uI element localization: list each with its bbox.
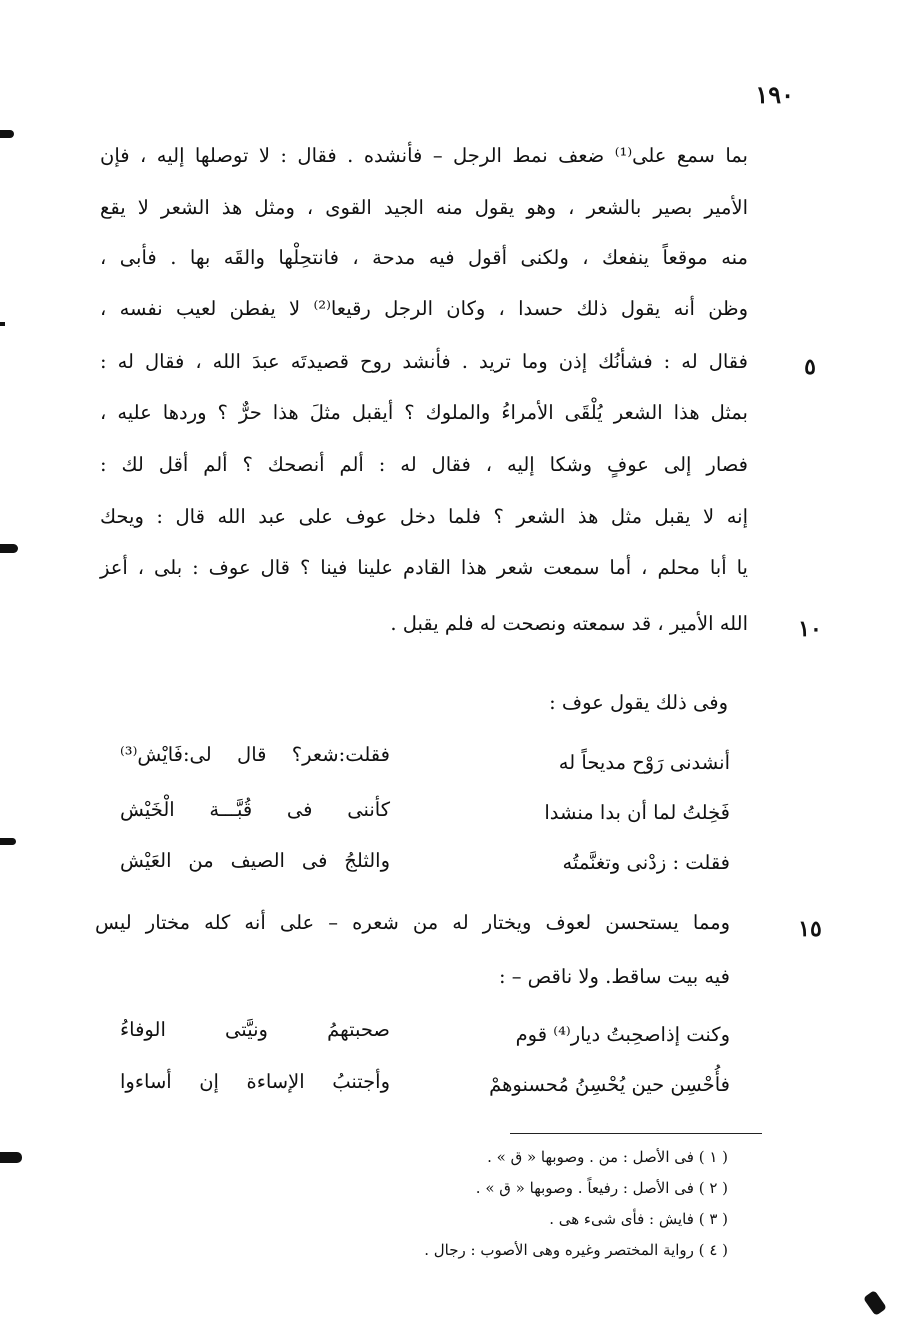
footnote: ( ٣ ) فايش : فأى شىء هى .: [549, 1210, 728, 1228]
body-line: فقال له : فشأنُك إذن وما تريد . فأنشد روح قصيدتَه عبدَ الله ، فقال له :: [100, 350, 748, 373]
body-line: بما سمع على⁽¹⁾ ضعف نمط الرجل – فأنشده . فقال : لا توصلها إليه ، فإن: [100, 144, 748, 167]
body-line: بمثل هذا الشعر يُلْقَى الأمراءُ والملوك ؟ أيقبل مثلَ هذا حرٌّ ؟ وردها عليه ،: [100, 401, 748, 424]
verse-hemistich-right: فأُحْسِن حين يُحْسِنُ مُحسنوهمْ: [489, 1073, 730, 1096]
body-line: يا أبا محلم ، أما سمعت شعر هذا القادم علينا فينا ؟ قال عوف : بلى ، أعز: [100, 556, 748, 579]
verse-hemistich-left: فقلت:شعر؟ قال لى:فَايْش⁽³⁾: [120, 743, 390, 766]
scan-mark: [0, 1152, 22, 1163]
footnote: ( ٢ ) فى الأصل : رفيعاً . وصوبها « ق » .: [475, 1179, 728, 1197]
body-line: الأمير بصير بالشعر ، وهو يقول منه الجيد القوى ، ومثل هذ الشعر لا يقع: [100, 196, 748, 219]
verse-hemistich-left: صحبتهمُ ونيَّتى الوفاءُ: [120, 1018, 390, 1041]
body-line: فيه بيت ساقط. ولا ناقص – :: [498, 965, 730, 988]
body-line: منه موقعاً ينفعك ، ولكنى أقول فيه مدحة ، فانتحِلْها والقَه بها . فأبى ،: [100, 246, 748, 269]
page-number: ١٩٠: [755, 80, 794, 109]
margin-line-number: ٥: [804, 354, 816, 380]
body-line: الله الأمير ، قد سمعته ونصحت له فلم يقبل .: [390, 612, 748, 635]
verse-hemistich-right: فَخِلتُ لما أن بدا منشدا: [544, 801, 730, 824]
verse-hemistich-left: وأجتنبُ الإساءة إن أساءوا: [120, 1070, 390, 1093]
footnote: ( ١ ) فى الأصل : من . وصوبها « ق » .: [487, 1148, 728, 1166]
verse-hemistich-right: وكنت إذاصحِبتُ ديار⁽⁴⁾ قوم: [515, 1023, 730, 1046]
scan-mark: [0, 838, 16, 845]
margin-line-number: ١٥: [798, 916, 822, 942]
verse-intro: وفى ذلك يقول عوف :: [549, 691, 728, 714]
verse-hemistich-left: كأننى فى قُبَّـــة الْخَيْش: [120, 798, 390, 821]
scan-mark: [0, 544, 18, 553]
verse-hemistich-left: والثلجُ فى الصيف من العَيْش: [120, 849, 390, 872]
body-line: إنه لا يقبل مثل هذ الشعر ؟ فلما دخل عوف على عبد الله قال : ويحك: [100, 505, 748, 528]
verse-hemistich-right: أنشدنى رَوْح مديحاً له: [558, 751, 730, 774]
body-line: ومما يستحسن لعوف ويختار له من شعره – على أنه كله مختار ليس: [95, 911, 730, 934]
body-line: فصار إلى عوفٍ وشكا إليه ، فقال له : ألم أنصحك ؟ ألم أقل لك :: [100, 453, 748, 476]
footnote-separator: [510, 1133, 762, 1134]
scan-mark: [0, 130, 14, 138]
body-line: وظن أنه يقول ذلك حسدا ، وكان الرجل رقيعا⁽²⁾ لا يفطن لعيب نفسه ،: [100, 297, 748, 320]
verse-hemistich-right: فقلت : زدْنى وتغنَّمتُه: [562, 851, 730, 874]
margin-line-number: ١٠: [798, 616, 822, 642]
footnote: ( ٤ ) رواية المختصر وغيره وهى الأصوب : رجال .: [424, 1241, 728, 1259]
scan-mark: [863, 1290, 887, 1316]
scan-mark: [0, 322, 5, 326]
